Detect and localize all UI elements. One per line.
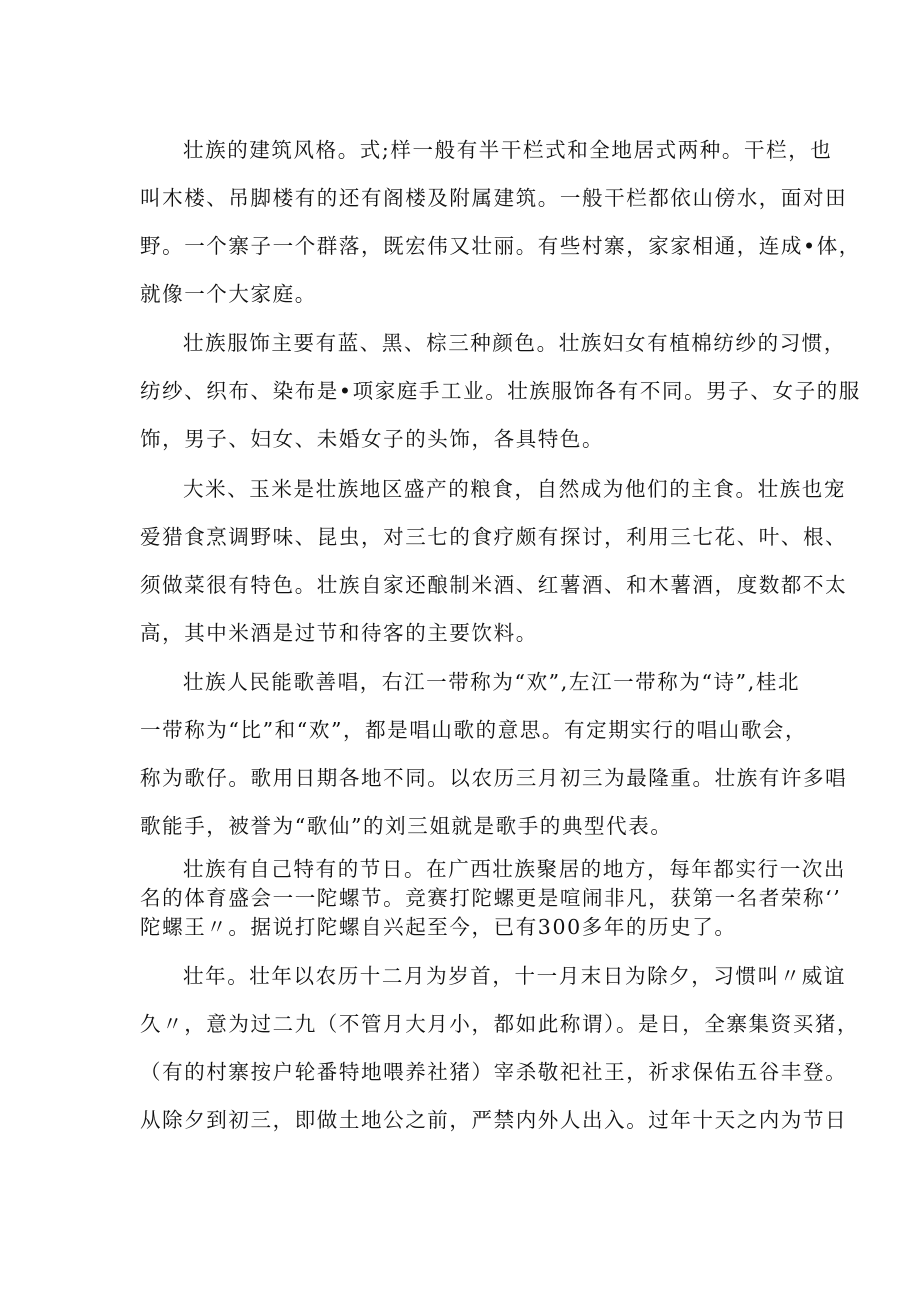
- paragraph-songs: [140, 658, 848, 850]
- text-line: 纺纱、织布、染布是•项家庭手工业。壮族服饰各有不同。男子、女子的服: [140, 379, 861, 403]
- text-line: 须做菜很有特色。壮族自家还酿制米酒、红薯酒、和木薯酒，度数都不太: [140, 573, 848, 597]
- text-line: 野。一个寨子一个群落，既宏伟又壮丽。有些村寨，家家相通，连成•体，: [140, 234, 861, 258]
- paragraph-new-year: [140, 952, 860, 1144]
- text-line: 久〃，意为过二九（不管月大月小，都如此称谓）。是日，全寨集资买猪，: [140, 1012, 860, 1036]
- text-line: 陀螺王〃。据说打陀螺自兴起至今，已有300多年的历史了。: [140, 915, 737, 939]
- text-line: 从除夕到初三，即做土地公之前，严禁内外人出入。过年十天之内为节日: [140, 1108, 848, 1132]
- text-line: （有的村寨按户轮番特地喂养社猪）宰杀敬祀社王，祈求保佑五谷丰登。: [140, 1060, 848, 1084]
- paragraph-food: [140, 465, 848, 657]
- paragraph-festival: [140, 855, 846, 942]
- paragraph-architecture: [140, 126, 861, 318]
- text-line: 壮族的建筑风格。式;样一般有半干栏式和全地居式两种。干栏，也: [183, 138, 833, 162]
- text-line: 壮族有自己特有的节日。在广西壮族聚居的地方，每年都实行一次出: [183, 857, 846, 881]
- text-line: 壮族服饰主要有蓝、黑、棕三种颜色。壮族妇女有植棉纺纱的习惯，: [183, 331, 846, 355]
- paragraph-clothing: [140, 319, 861, 463]
- text-line: 壮年。壮年以农历十二月为岁首，十一月末日为除夕，习惯叫〃威谊: [183, 964, 846, 988]
- text-line: 高，其中米酒是过节和待客的主要饮料。: [140, 621, 538, 645]
- text-line: 爱猎食烹调野味、昆虫，对三七的食疗颇有探讨，利用三七花、叶、根、: [140, 525, 848, 549]
- text-line: 歌能手，被誉为“歌仙”的刘三姐就是歌手的典型代表。: [140, 814, 673, 838]
- text-line: 称为歌仔。歌用日期各地不同。以农历三月初三为最隆重。壮族有许多唱: [140, 766, 848, 790]
- text-line: 名的体育盛会一一陀螺节。竞赛打陀螺更是喧闹非凡，获第一名者荣称‘’: [140, 886, 842, 910]
- text-line: 就像一个大家庭。: [140, 282, 317, 306]
- text-line: 大米、玉米是壮族地区盛产的粮食，自然成为他们的主食。壮族也宠: [183, 477, 846, 501]
- text-line: 壮族人民能歌善唱，右江一带称为“欢”,左江一带称为“诗”,桂北: [183, 670, 801, 694]
- text-line: 叫木楼、吊脚楼有的还有阁楼及附属建筑。一般干栏都依山傍水，面对田: [140, 186, 848, 210]
- text-line: 一带称为“比”和“欢”，都是唱山歌的意思。有定期实行的唱山歌会，: [140, 718, 808, 742]
- text-line: 饰，男子、妇女、未婚女子的头饰，各具特色。: [140, 427, 605, 451]
